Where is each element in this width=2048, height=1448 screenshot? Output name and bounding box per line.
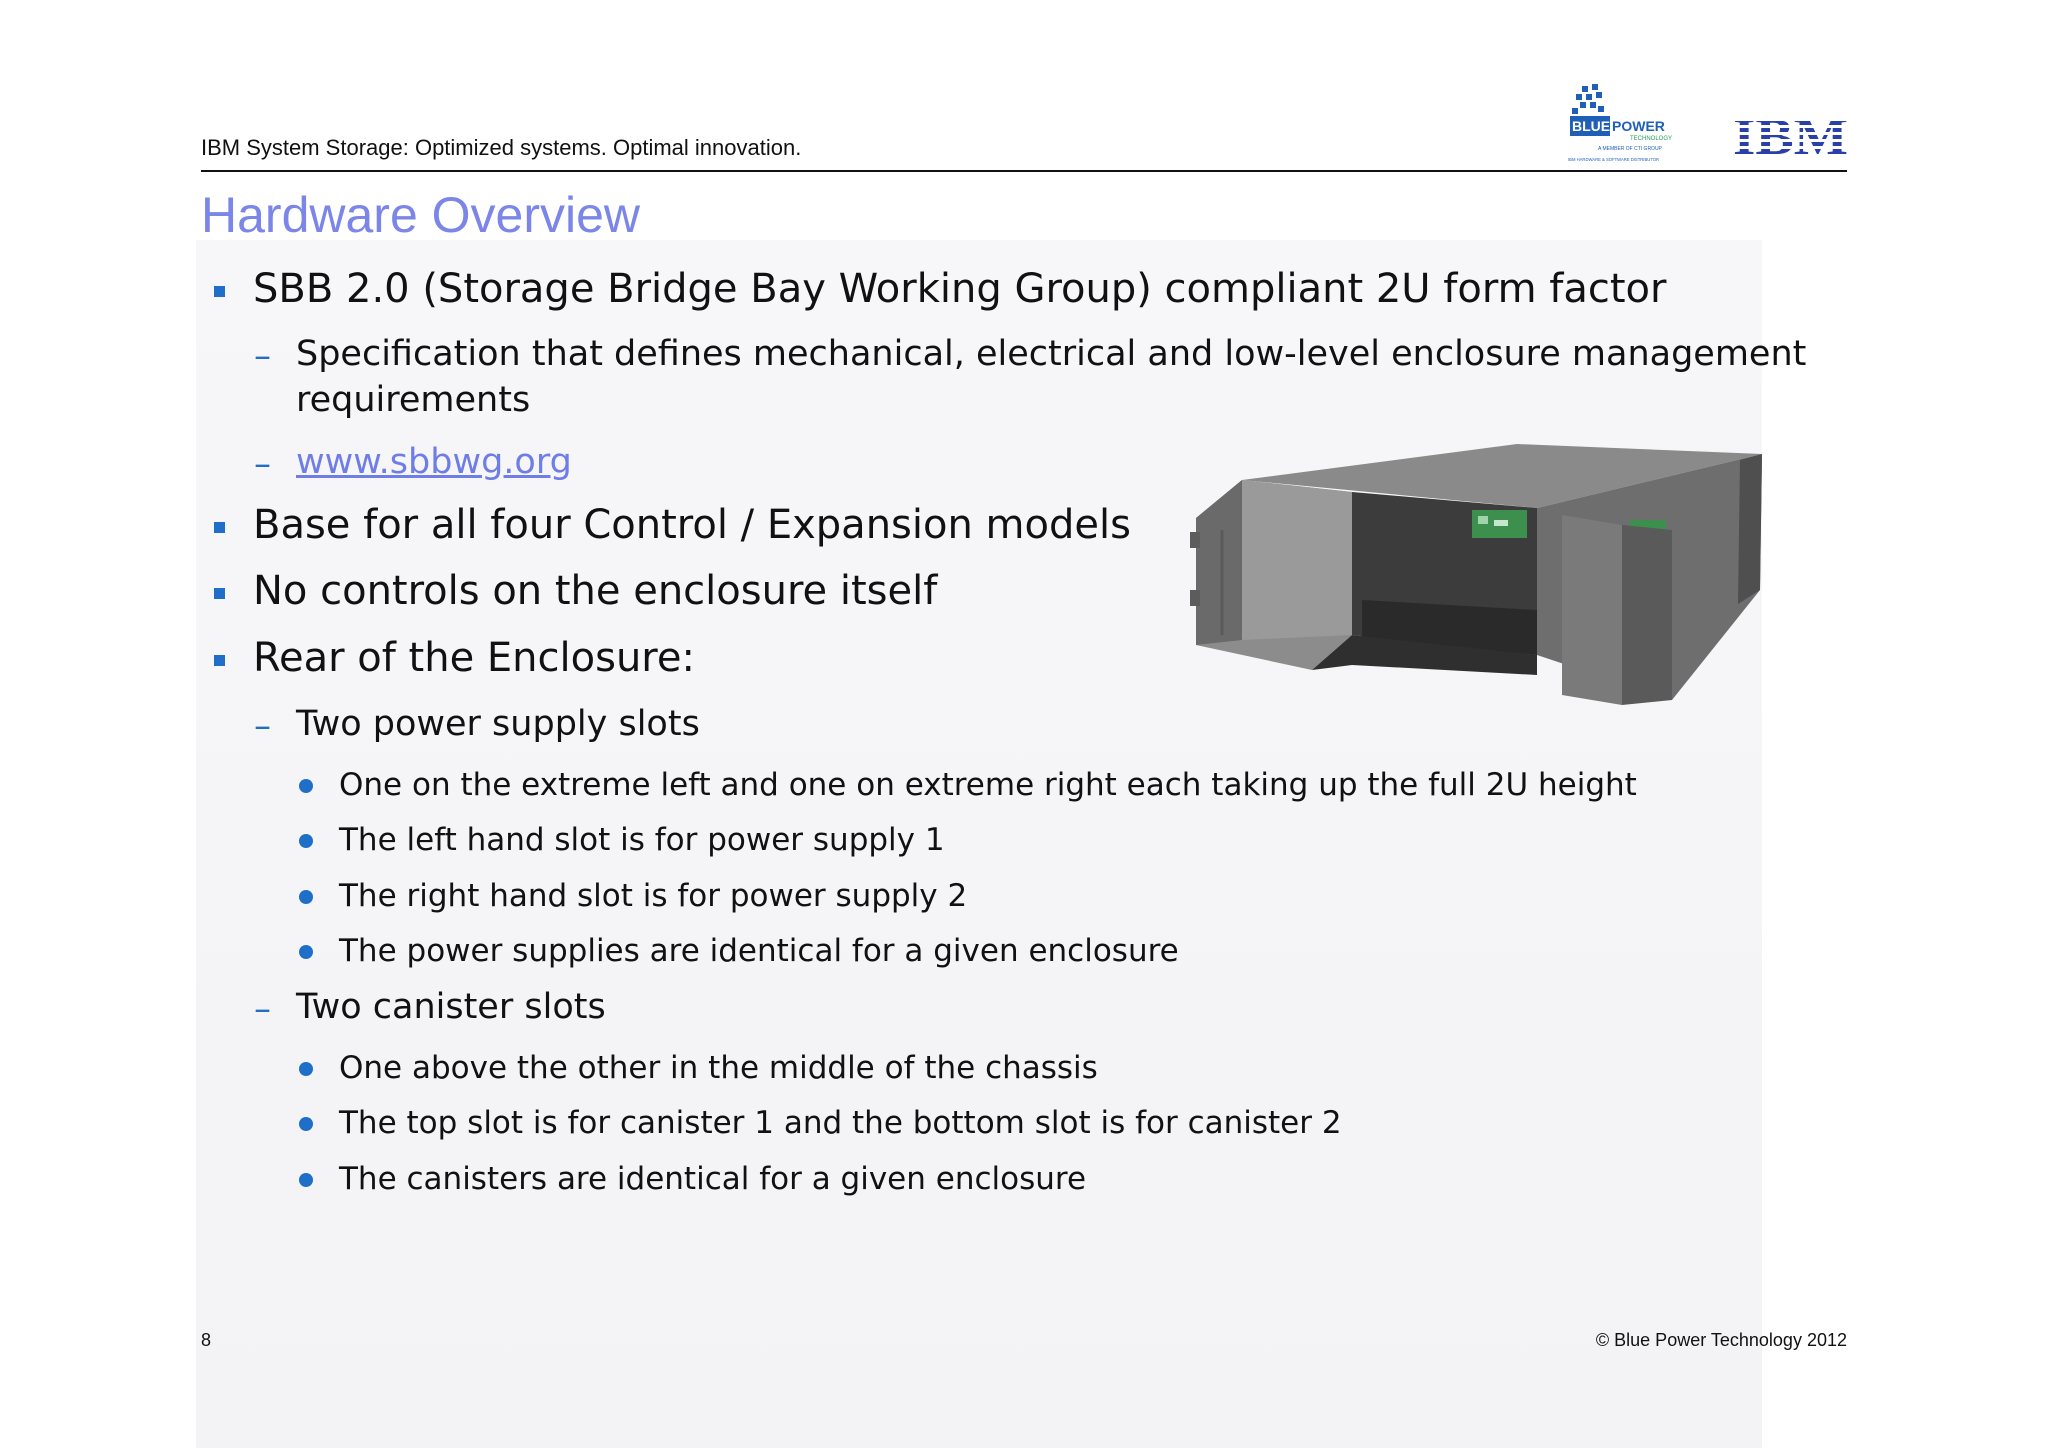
- bullet-base-models: Base for all four Control / Expansion models: [253, 502, 1131, 548]
- bluepower-word-power: POWER: [1612, 118, 1665, 134]
- bullet-square: [214, 522, 225, 533]
- item-canister-3: The canisters are identical for a given enclosure: [339, 1161, 1087, 1197]
- bluepower-distributor: IBM HARDWARE & SOFTWARE DISTRIBUTOR: [1568, 157, 1660, 162]
- bullet-dash: –: [254, 336, 271, 376]
- page-title: Hardware Overview: [201, 187, 641, 243]
- bullet-square: [214, 588, 225, 599]
- bullet-square: [214, 286, 225, 297]
- bluepower-member: A MEMBER OF CTI GROUP: [1598, 146, 1662, 152]
- bullet-dot: [299, 945, 313, 959]
- bluepower-word-blue: BLUE: [1572, 118, 1611, 134]
- header-tagline: IBM System Storage: Optimized systems. Optimal innovation.: [201, 135, 802, 160]
- bullet-sbb: SBB 2.0 (Storage Bridge Bay Working Group) compliant 2U form factor: [253, 266, 1667, 312]
- bullet-rear-enclosure: Rear of the Enclosure:: [253, 635, 695, 681]
- sbbwg-link[interactable]: www.sbbwg.org: [296, 442, 572, 482]
- item-canister-1: One above the other in the middle of the chassis: [339, 1050, 1098, 1086]
- bullet-dash: –: [254, 444, 271, 484]
- item-power-3: The right hand slot is for power supply 2: [339, 878, 968, 914]
- bullet-dot: [299, 1117, 313, 1131]
- bullet-dot: [299, 779, 313, 793]
- sub-bullet-power-slots: Two power supply slots: [296, 704, 700, 744]
- bullet-dot: [299, 890, 313, 904]
- bullet-dash: –: [254, 989, 271, 1029]
- item-power-4: The power supplies are identical for a given enclosure: [339, 933, 1179, 969]
- bluepower-word-tech: TECHNOLOGY: [1630, 136, 1673, 142]
- copyright: © Blue Power Technology 2012: [1595, 1330, 1847, 1350]
- bullet-no-controls: No controls on the enclosure itself: [253, 568, 938, 614]
- bullet-dot: [299, 834, 313, 848]
- item-canister-2: The top slot is for canister 1 and the bottom slot is for canister 2: [339, 1105, 1342, 1141]
- item-power-2: The left hand slot is for power supply 1: [339, 822, 945, 858]
- item-power-1: One on the extreme left and one on extreme right each taking up the full 2U height: [339, 767, 1637, 803]
- page-number: 8: [201, 1330, 212, 1350]
- sub-bullet-canister-slots: Two canister slots: [296, 987, 606, 1027]
- bullet-dot: [299, 1062, 313, 1076]
- sub-bullet-specification: Specification that defines mechanical, electrical and low-level enclosure management: [296, 334, 1807, 374]
- enclosure-rear-image: [1182, 440, 1762, 740]
- bullet-square: [214, 655, 225, 666]
- sub-bullet-specification-cont: requirements: [296, 380, 531, 420]
- bullet-dash: –: [254, 706, 271, 746]
- bullet-dot: [299, 1173, 313, 1187]
